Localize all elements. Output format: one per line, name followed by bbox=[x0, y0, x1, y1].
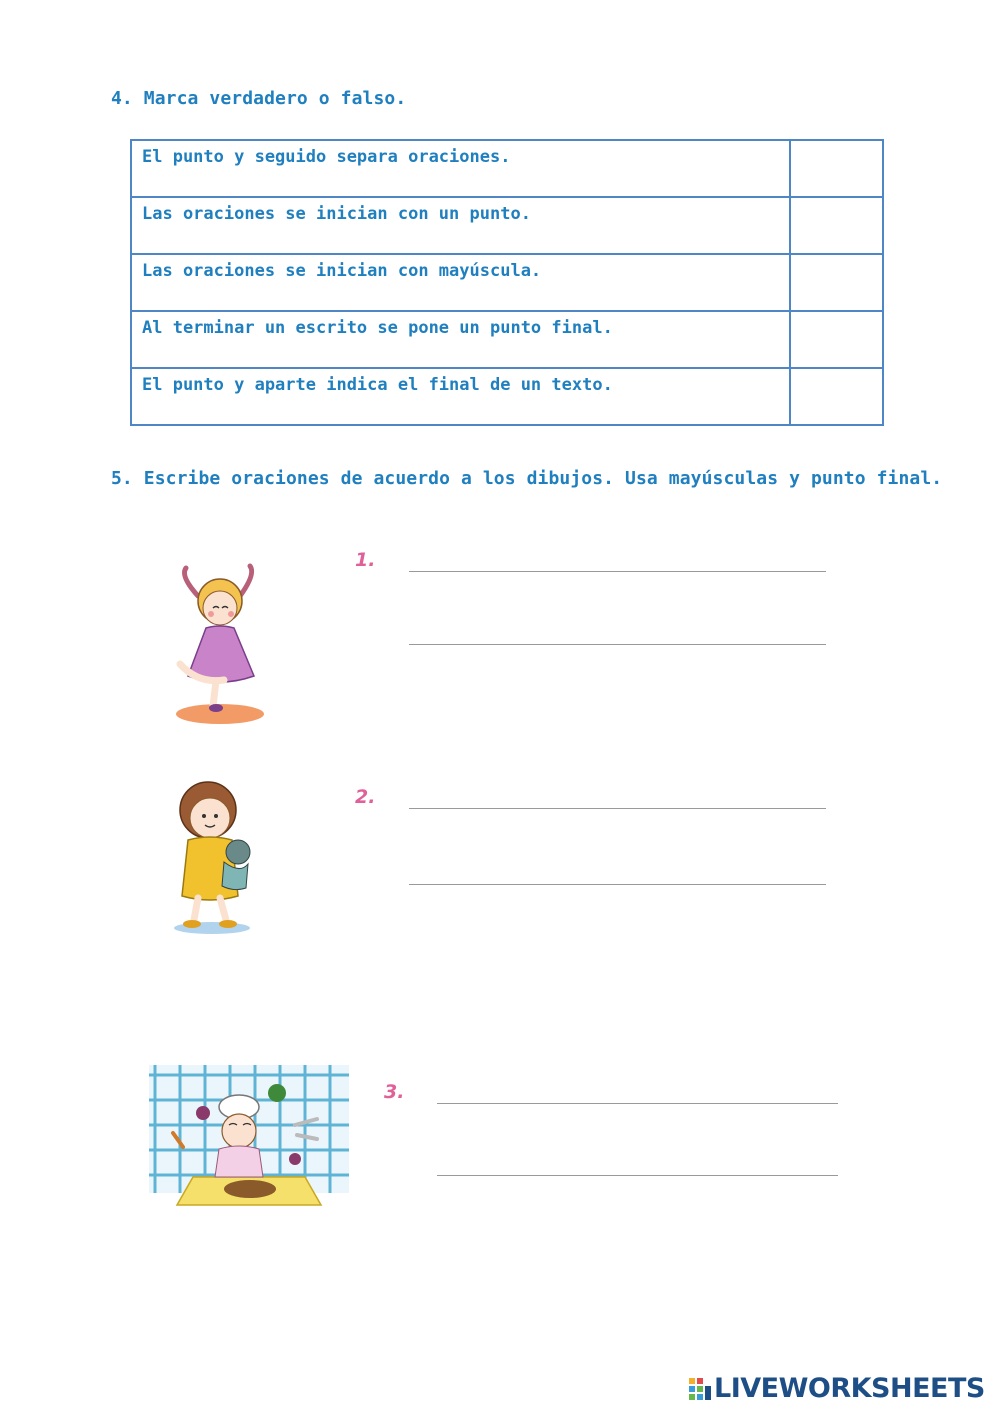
girl-dancing-illustration bbox=[158, 556, 273, 731]
answer-line[interactable] bbox=[409, 884, 826, 885]
section-5-title: 5. Escribe oraciones de acuerdo a los dibujos. Usa mayúsculas y punto final. bbox=[111, 468, 943, 489]
answer-cell[interactable] bbox=[790, 254, 883, 311]
item-number: 1. bbox=[355, 549, 376, 571]
answer-line[interactable] bbox=[409, 571, 826, 572]
table-row bbox=[131, 311, 883, 368]
liveworksheets-logo-icon bbox=[689, 1378, 711, 1400]
statement-cell: Al terminar un escrito se pone un punto final. bbox=[131, 311, 790, 368]
answer-line[interactable] bbox=[409, 808, 826, 809]
girl-with-doll-illustration bbox=[160, 778, 265, 938]
table-row bbox=[131, 368, 883, 425]
statement-cell: Las oraciones se inician con mayúscula. bbox=[131, 254, 790, 311]
answer-cell[interactable] bbox=[790, 368, 883, 425]
logo-text: LIVEWORKSHEETS bbox=[714, 1373, 985, 1404]
liveworksheets-logo bbox=[689, 1374, 985, 1404]
statement-cell: El punto y aparte indica el final de un texto. bbox=[131, 368, 790, 425]
answer-cell[interactable] bbox=[790, 140, 883, 197]
statement-cell: El punto y seguido separa oraciones. bbox=[131, 140, 790, 197]
answer-line[interactable] bbox=[437, 1103, 838, 1104]
table-row bbox=[131, 197, 883, 254]
answer-cell[interactable] bbox=[790, 197, 883, 254]
table-row bbox=[131, 140, 883, 197]
answer-line[interactable] bbox=[437, 1175, 838, 1176]
true-false-table bbox=[130, 139, 884, 426]
section-4-title: 4. Marca verdadero o falso. bbox=[111, 88, 407, 109]
table-row bbox=[131, 254, 883, 311]
statement-cell: Las oraciones se inician con un punto. bbox=[131, 197, 790, 254]
answer-line[interactable] bbox=[409, 644, 826, 645]
child-cooking-illustration bbox=[145, 1055, 357, 1210]
item-number: 2. bbox=[355, 786, 376, 808]
answer-cell[interactable] bbox=[790, 311, 883, 368]
item-number: 3. bbox=[384, 1081, 405, 1103]
